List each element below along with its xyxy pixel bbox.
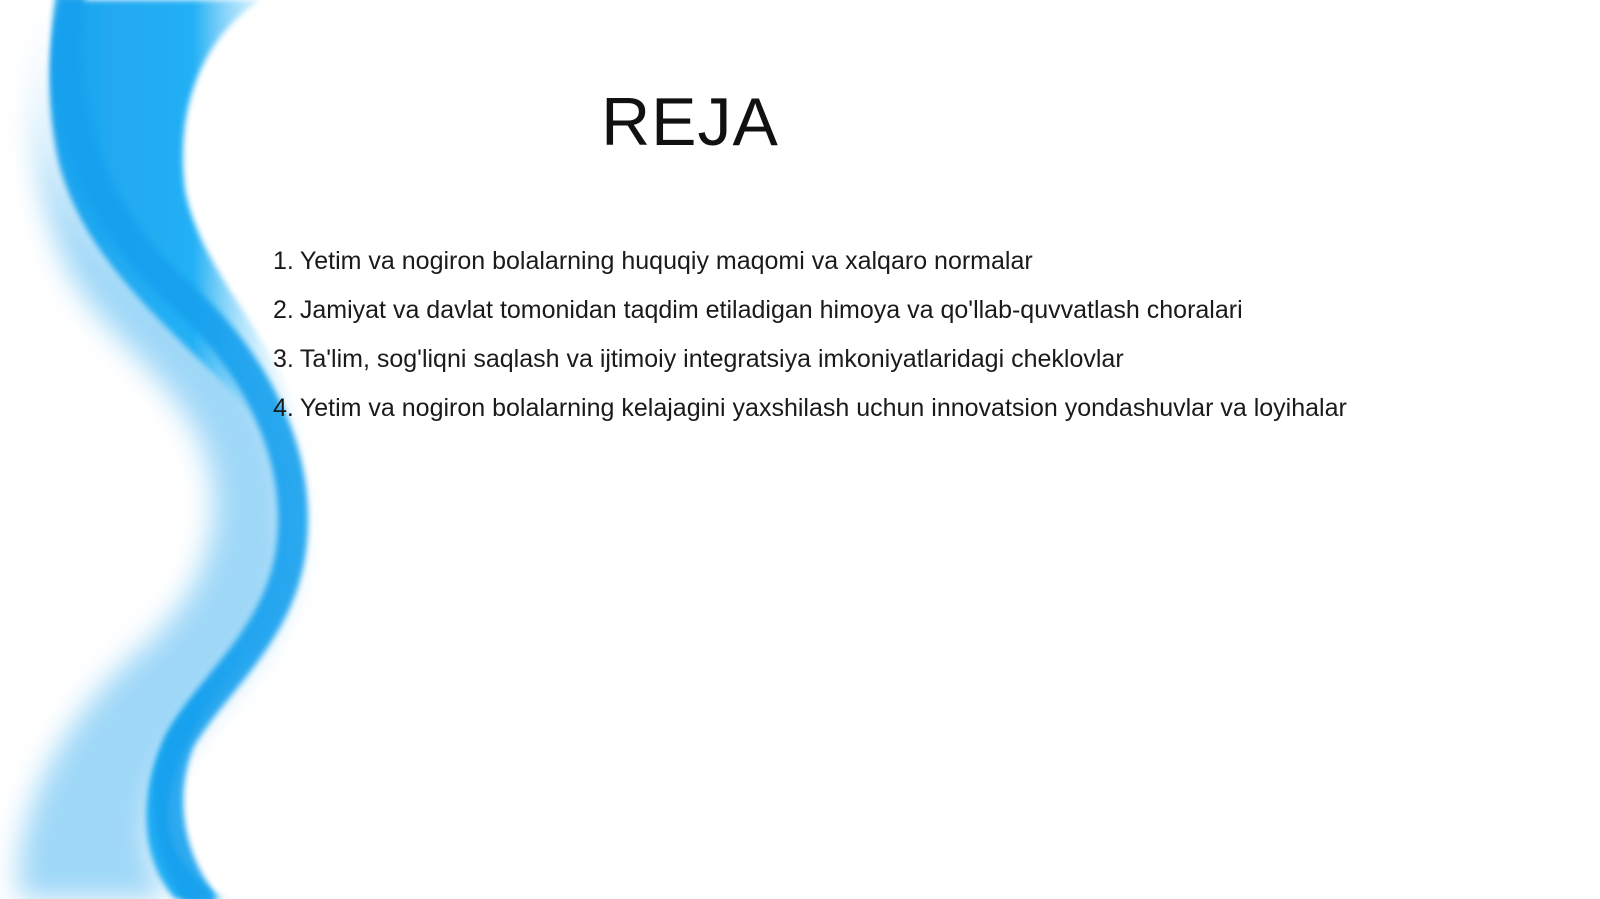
agenda-item-text: Yetim va nogiron bolalarning huquqiy maqomi va xalqaro normalar (299, 247, 1033, 275)
agenda-item-number: 2. (273, 296, 294, 324)
agenda-item-text: Yetim va nogiron bolalarning kelajagini yaxshilash uchun innovatsion yondashuvlar va loyihalar (299, 394, 1347, 422)
agenda-item (273, 240, 1347, 289)
agenda-item-number: 4. (273, 394, 294, 422)
slide-title: REJA (601, 84, 779, 160)
agenda-item-text: Ta'lim, sog'liqni saqlash va ijtimoiy integratsiya imkoniyatlaridagi cheklovlar (299, 345, 1124, 373)
agenda-item (273, 289, 1347, 338)
agenda-item-text: Jamiyat va davlat tomonidan taqdim etiladigan himoya va qo'llab-quvvatlash choralari (299, 296, 1243, 324)
agenda-item (273, 338, 1347, 387)
agenda-item-number: 1. (273, 247, 294, 275)
agenda-list (273, 240, 1347, 436)
agenda-item (273, 387, 1347, 436)
agenda-item-number: 3. (273, 345, 294, 373)
